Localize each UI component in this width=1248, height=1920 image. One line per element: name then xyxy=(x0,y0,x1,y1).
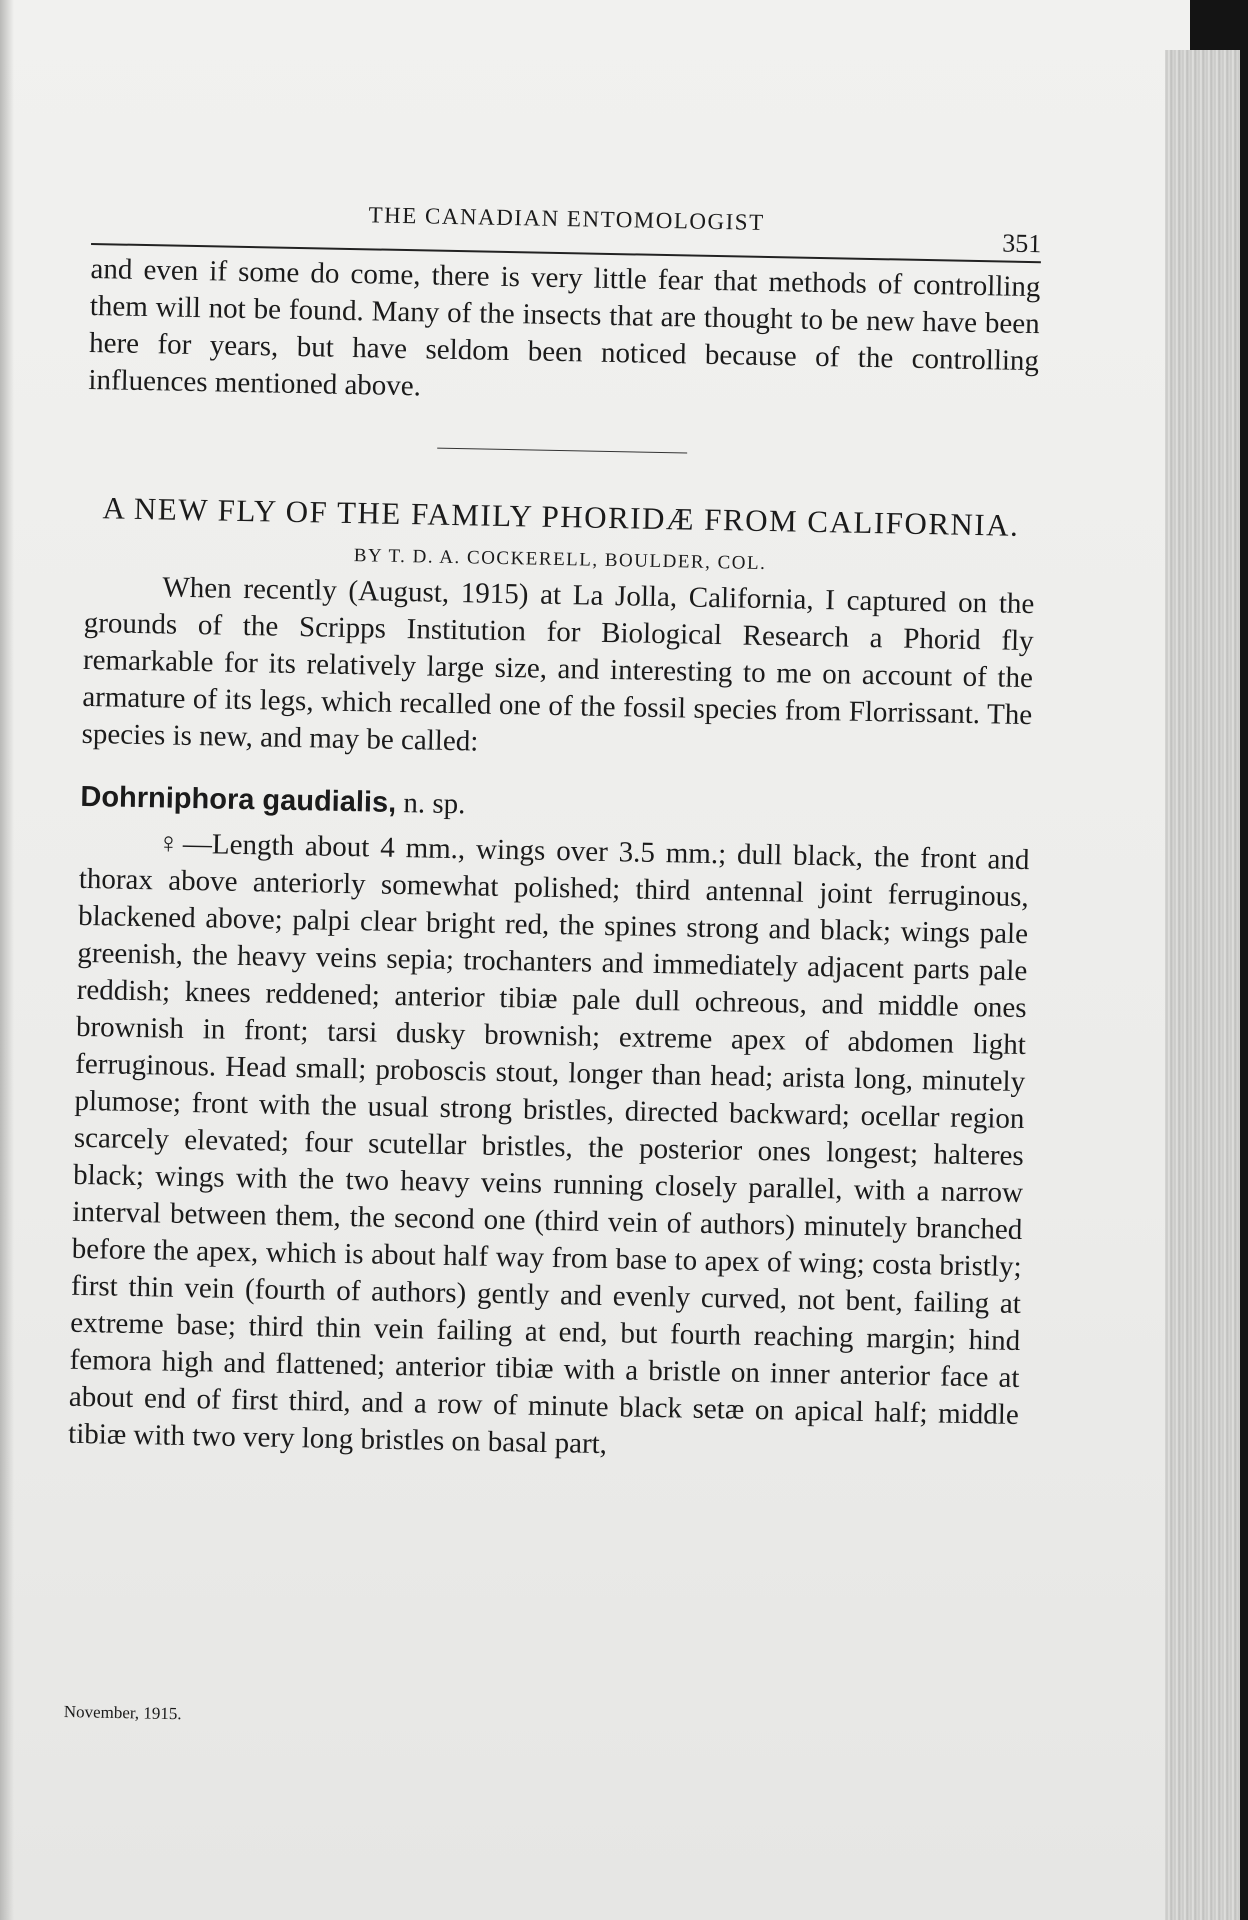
section-separator xyxy=(437,448,687,454)
page-gutter-shadow xyxy=(0,0,14,1920)
page-stack-edge xyxy=(1165,50,1240,1920)
journal-title: THE CANADIAN ENTOMOLOGIST xyxy=(368,202,765,235)
intro-paragraph: When recently (August, 1915) at La Jolla, California, I captured on the grounds of the Scripps Institution for Biological Research a Phorid fly remarkable for its relatively large size, and interesting to me on account of the armature of its legs, which recalled one of the fossil species from Florrissant. The species is new, and may be called: xyxy=(81,571,1035,758)
species-name: Dohrniphora gaudialis, xyxy=(80,780,397,819)
page-number: 351 xyxy=(1001,228,1042,259)
species-suffix: n. sp. xyxy=(395,786,466,821)
article-byline: BY T. D. A. COCKERELL, BOULDER, COL. xyxy=(353,545,767,575)
running-head xyxy=(91,195,1042,259)
article-title: A NEW FLY OF THE FAMILY PHORIDÆ FROM CALIFORNIA. xyxy=(102,490,1020,543)
continuation-paragraph: and even if some do come, there is very little fear that methods of controlling them will not be found. Many of the insects that are thought to be new have been here for years, but have seldom been noticed because of the controlling influences mentioned above. xyxy=(88,252,1041,403)
page-content xyxy=(68,195,1042,1471)
issue-date: November, 1915. xyxy=(63,1702,182,1724)
description-paragraph: ♀—Length about 4 mm., wings over 3.5 mm.; dull black, the front and thorax above anteriorly somewhat polished; third antennal joint ferruginous, blackened above; palpi clear bright red, the spines strong and black; wings pale greenish, the heavy veins sepia; trochanters and immediately adjacent parts pale reddish; knees reddened; anterior tibiæ pale dull ochreous, and middle ones brownish in front; tarsi dusky brownish; extreme apex of abdomen light ferruginous. Head small; proboscis stout, longer than head; arista long, minutely plumose; front with the usual strong bristles, directed backward; ocellar region scarcely elevated; four scutellar bristles, the posterior ones longest; halteres black; wings with the two heavy veins running closely parallel, with a narrow interval between them, the second one (third vein of authors) minutely branched before the apex, which is about half way from base to apex of wing; costa bristly; first thin vein (fourth of authors) gently and evenly curved, not bent, failing at extreme base; third thin vein failing at end, but fourth reaching margin; hind femora high and flattened; anterior tibiæ with a bristle on inner anterior face at about end of first third, and a row of minute black setæ on apical half; middle tibiæ with two very long bristles on basal part, xyxy=(67,827,1030,1461)
